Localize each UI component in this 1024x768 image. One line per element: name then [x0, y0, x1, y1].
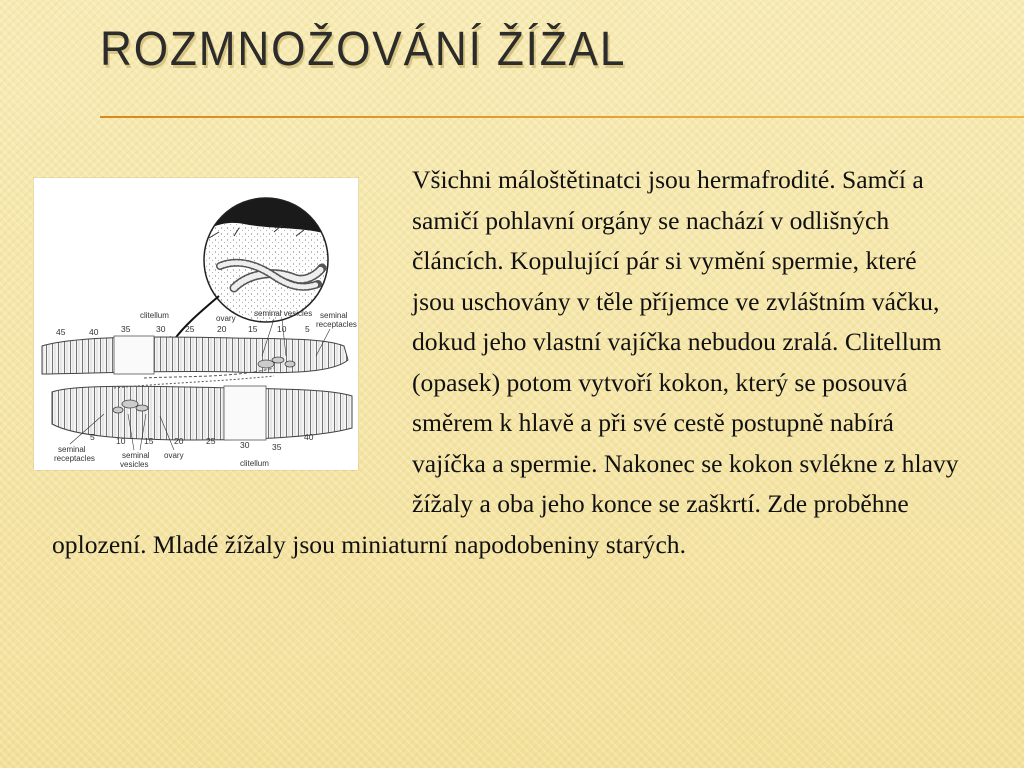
- top-number: 20: [217, 324, 227, 334]
- bottom-number: 25: [206, 436, 216, 446]
- bottom-number: 5: [90, 432, 95, 442]
- figure-spacer: [52, 160, 412, 522]
- top-number: 10: [277, 324, 287, 334]
- top-number: 25: [185, 324, 195, 334]
- bottom-number: 40: [304, 432, 314, 442]
- label-seminal-vesicles-bottom-2: vesicles: [120, 460, 149, 469]
- slide-title: ROZMNOŽOVÁNÍ ŽÍŽAL: [100, 23, 627, 76]
- label-seminal-receptacles-bottom-1: seminal: [58, 445, 86, 454]
- label-seminal-receptacles-top-1: seminal: [320, 311, 348, 320]
- slide-body: [52, 160, 962, 565]
- top-number: 45: [56, 327, 66, 337]
- bottom-number: 35: [272, 442, 282, 452]
- bottom-number: 10: [116, 436, 126, 446]
- label-clitellum-top: clitellum: [140, 311, 169, 320]
- top-number: 5: [305, 324, 310, 334]
- top-number: 40: [89, 327, 99, 337]
- top-number: 35: [121, 324, 131, 334]
- slide-body-text: Všichni máloštětinatci jsou hermafrodité. Samčí a samičí pohlavní orgány se nachází v odlišných článcích. Kopulující pár si vymění spermie, které jsou uschovány v těle příjemce ve zvláštním váčku, dokud jeho vlastní vajíčka nebudou zralá. Clitellum (opasek) potom vytvoří kokon, který se posouvá směrem k hlavě a při své cestě postupně nabírá vajíčka a spermie. Nakonec se kokon svlékne z hlavy žížaly a oba jeho konce se zaškrtí. Zde proběhne oplození. Mladé žížaly jsou miniaturní napodobeniny starých.: [52, 165, 959, 559]
- label-ovary-top: ovary: [216, 314, 236, 323]
- bottom-number: 30: [240, 440, 250, 450]
- label-seminal-vesicles-bottom-1: seminal: [122, 451, 150, 460]
- bottom-number: 20: [174, 436, 184, 446]
- label-seminal-vesicles-top: seminal vesicles: [254, 309, 313, 318]
- title-divider: [100, 116, 1024, 118]
- label-seminal-receptacles-top-2: receptacles: [316, 320, 357, 329]
- label-seminal-receptacles-bottom-2: receptacles: [54, 454, 95, 463]
- top-number: 30: [156, 324, 166, 334]
- label-clitellum-bottom: clitellum: [240, 459, 269, 468]
- label-ovary-bottom: ovary: [164, 451, 184, 460]
- top-number: 15: [248, 324, 258, 334]
- bottom-number: 15: [144, 436, 154, 446]
